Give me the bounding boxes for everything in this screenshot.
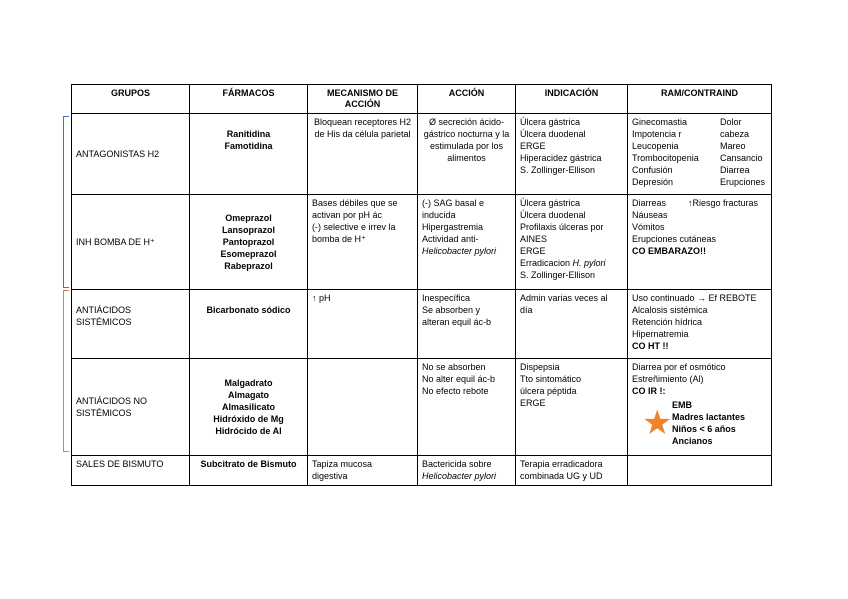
accion-cell [418, 290, 516, 359]
grupo-cell [72, 114, 190, 195]
farmacos-cell [190, 290, 308, 359]
drug-name: Famotidina [224, 141, 273, 151]
ram-item: Retención hídrica [632, 317, 703, 327]
mecanismo-cell [308, 456, 418, 486]
grupo-label: SISTÉMICOS [76, 408, 132, 418]
indicacion-text: H. pylori [572, 258, 606, 268]
indicacion-cell [516, 290, 628, 359]
drug-name: Esomeprazol [220, 249, 277, 259]
accion-line: No alter equil ác-b [422, 374, 496, 384]
indicacion-item [520, 257, 623, 269]
drug-name: Almagato [227, 390, 269, 400]
contraindication-item: EMB [672, 400, 692, 410]
ram-item: Cansancio [720, 153, 763, 163]
indicacion-item: Úlcera duodenal [520, 129, 586, 139]
drug-name: Rabeprazol [224, 261, 273, 271]
ram-item: Leucopenia [632, 141, 679, 151]
ram-cell [628, 456, 772, 486]
accion-line: Bactericida sobre [422, 459, 492, 469]
ram-item: Estreñimiento (Al) [632, 374, 704, 384]
grupo-label: INH BOMBA DE H⁺ [76, 237, 155, 247]
grupo-cell: SALES DE BISMUTO [72, 456, 190, 486]
ram-cell [628, 290, 772, 359]
bracket-blue [63, 116, 69, 288]
drug-name: Pantoprazol [222, 237, 275, 247]
drug-name: Ranitidina [226, 129, 271, 139]
mecanismo-cell [308, 359, 418, 456]
drug-name: Malgadrato [224, 378, 273, 388]
indicacion-item: S. Zollinger-Ellison [520, 165, 596, 175]
indicacion-item: ERGE [520, 398, 546, 408]
indicacion-item: Úlcera duodenal [520, 210, 586, 220]
mecanismo-line: bomba de H⁺ [312, 234, 366, 244]
ram-item: CO EMBARAZO!! [632, 246, 706, 256]
grupo-cell [72, 290, 190, 359]
grupo-label: ANTIÁCIDOS [76, 305, 132, 315]
farmacos-cell [190, 359, 308, 456]
ram-cell [628, 114, 772, 195]
mecanismo-line: (-) selective e irrev la [312, 222, 396, 232]
farmacos-cell [190, 195, 308, 290]
ram-item: Alcalosis sistémica [632, 305, 708, 315]
indicacion-item: Terapia erradicadora [520, 459, 603, 469]
farmacos-cell [190, 114, 308, 195]
indicacion-item: úlcera péptida [520, 386, 577, 396]
ram-item: Hipernatremia [632, 329, 689, 339]
mecanismo-cell [308, 195, 418, 290]
indicacion-cell [516, 359, 628, 456]
accion-line: (-) SAG basal e [422, 198, 485, 208]
ram-item: Ginecomastia [632, 117, 688, 127]
accion-cell [418, 195, 516, 290]
mecanismo-line: digestiva [312, 471, 348, 481]
contraindication-item: Niños < 6 años [672, 424, 736, 434]
indicacion-item: Úlcera gástrica [520, 198, 581, 208]
table-row [72, 114, 772, 195]
table-row [72, 456, 772, 486]
table-row [72, 359, 772, 456]
ram-cell [628, 359, 772, 456]
accion-line: Se absorben y [422, 305, 481, 315]
ram-text: ↑Riesgo fracturas [688, 198, 759, 208]
indicacion-item: Tto sintomático [520, 374, 582, 384]
indicacion-item: combinada UG y UD [520, 471, 603, 481]
header-accion: ACCIÓN [418, 85, 516, 114]
grupo-label: ANTAGONISTAS H2 [76, 149, 160, 159]
accion-cell [418, 456, 516, 486]
accion-cell: Ø secreción ácido-gástrico nocturna y la estimulada por los alimentos [418, 114, 516, 195]
indicacion-item: día [520, 305, 533, 315]
ram-item: Náuseas [632, 210, 668, 220]
grupo-label: ANTIÁCIDOS NO [76, 396, 148, 406]
ram-item: Depresión [632, 177, 674, 187]
ram-item [632, 197, 767, 209]
grupo-label: SISTÉMICOS [76, 317, 132, 327]
farmacos-cell [190, 456, 308, 486]
ram-item: Dolor [720, 117, 742, 127]
header-mecanismo: MECANISMO DE ACCIÓN [308, 85, 418, 114]
header-farmacos: FÁRMACOS [190, 85, 308, 114]
indicacion-item: ERGE [520, 141, 546, 151]
ram-item: cabeza [720, 129, 750, 139]
ram-item: Diarrea por ef osmótico [632, 362, 726, 372]
ram-item: Diarrea [720, 165, 750, 175]
ram-cell [628, 195, 772, 290]
contraindication-item: Ancianos [672, 436, 713, 446]
accion-line: inducida [422, 210, 456, 220]
ram-item: Uso continuado → Ef REBOTE [632, 293, 757, 303]
indicacion-cell [516, 195, 628, 290]
ram-item: Confusión [632, 165, 673, 175]
indicacion-item: Admin varias veces al [520, 293, 608, 303]
indicacion-cell [516, 114, 628, 195]
drug-name: Bicarbonato sódico [206, 305, 291, 315]
accion-line: No se absorben [422, 362, 486, 372]
grupo-cell [72, 359, 190, 456]
table-row [72, 195, 772, 290]
accion-line: alteran equil ác-b [422, 317, 492, 327]
indicacion-item: AINES [520, 234, 548, 244]
drug-name: Hidrócido de Al [215, 426, 282, 436]
mecanismo-cell: Bloquean receptores H2 de His da célula parietal [308, 114, 418, 195]
indicacion-item: Úlcera gástrica [520, 117, 581, 127]
drug-name: Almasilicato [221, 402, 276, 412]
indicacion-text: Erradicacion [520, 258, 573, 268]
contraindication-group [632, 399, 767, 447]
accion-line: Helicobacter pylori [422, 471, 497, 481]
ram-text: Diarreas [632, 198, 667, 208]
contraindication-item: Madres lactantes [672, 412, 746, 422]
ram-item: Impotencia r [632, 129, 682, 139]
indicacion-item: Profilaxis úlceras por [520, 222, 604, 232]
mecanismo-line: Tapiza mucosa [312, 459, 373, 469]
header-grupos: GRUPOS [72, 85, 190, 114]
drug-name: Omeprazol [225, 213, 272, 223]
indicacion-item: Dispepsia [520, 362, 560, 372]
ram-item: Trombocitopenia [632, 153, 699, 163]
pharmacology-table [71, 84, 772, 486]
ram-item: Erupciones [720, 177, 766, 187]
accion-line: Hipergastremia [422, 222, 484, 232]
header-row [72, 85, 772, 114]
ram-item: CO IR !: [632, 386, 666, 396]
ram-item: CO HT !! [632, 341, 669, 351]
indicacion-cell [516, 456, 628, 486]
ram-item: Vómitos [632, 222, 665, 232]
accion-line: Actividad anti- [422, 234, 479, 244]
bracket-orange [63, 290, 69, 452]
mecanismo-line: Bases débiles que se [312, 198, 398, 208]
mecanismo-cell: ↑ pH [308, 290, 418, 359]
drug-name: Subcitrato de Bismuto [200, 459, 297, 469]
grupo-cell [72, 195, 190, 290]
ram-item: Mareo [720, 141, 746, 151]
star-icon: ★ [642, 404, 673, 442]
ram-item: Erupciones cutáneas [632, 234, 717, 244]
mecanismo-line: activan por pH ác [312, 210, 383, 220]
indicacion-item: ERGE [520, 246, 546, 256]
table-row [72, 290, 772, 359]
accion-line: Inespecífica [422, 293, 471, 303]
accion-cell [418, 359, 516, 456]
drug-name: Hidróxido de Mg [213, 414, 284, 424]
accion-line: Helicobacter pylori [422, 246, 497, 256]
indicacion-item: S. Zollinger-Ellison [520, 270, 596, 280]
indicacion-item: Hiperacidez gástrica [520, 153, 602, 163]
header-indicacion: INDICACIÓN [516, 85, 628, 114]
drug-name: Lansoprazol [221, 225, 275, 235]
header-ram: RAM/CONTRAIND [628, 85, 772, 114]
accion-line: No efecto rebote [422, 386, 489, 396]
